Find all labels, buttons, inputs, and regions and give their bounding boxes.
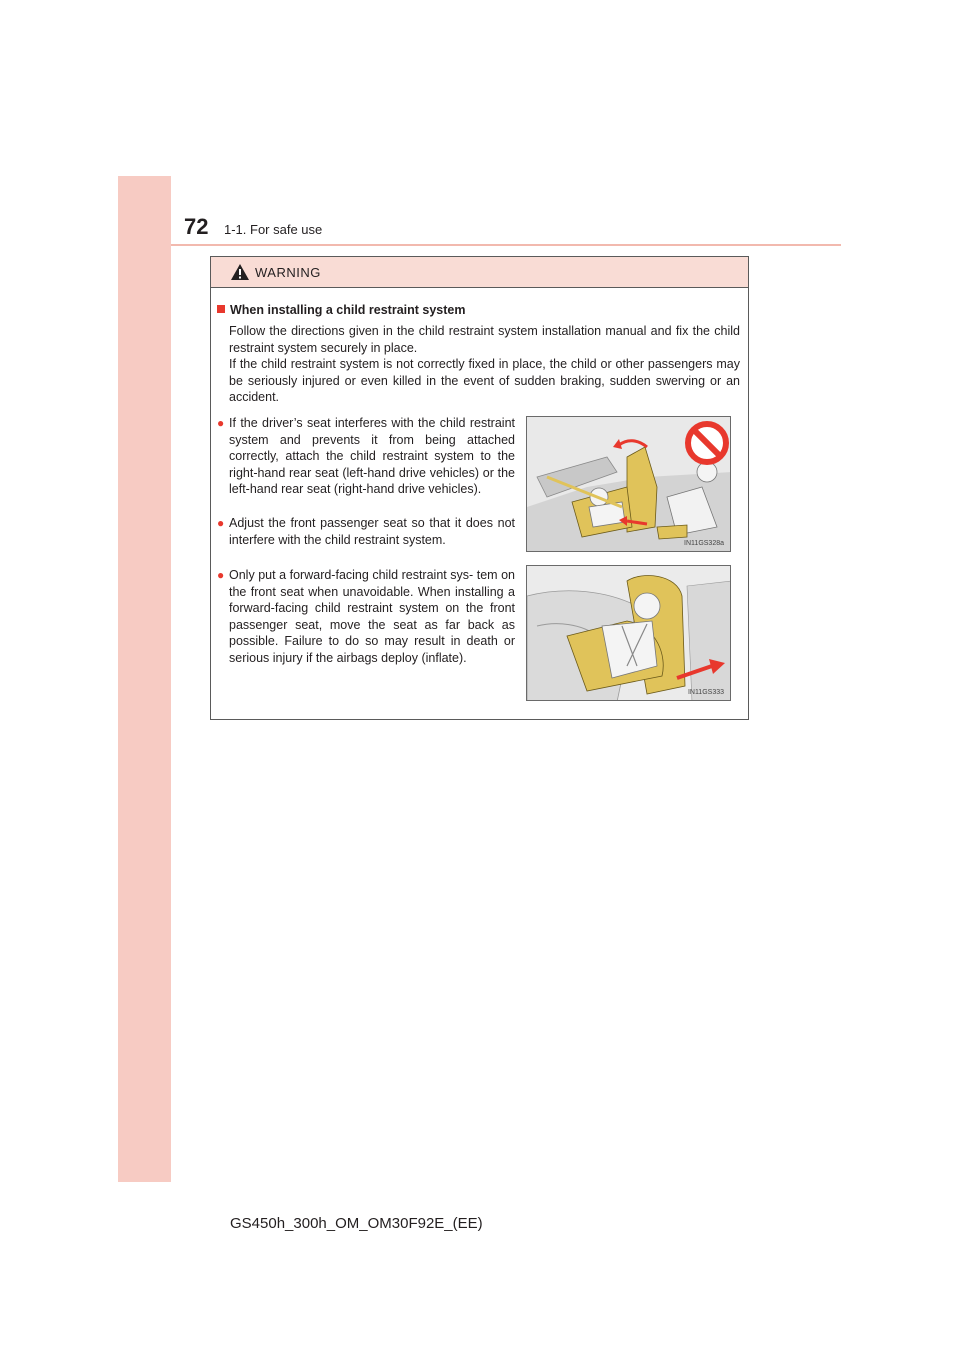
warning-header — [211, 257, 748, 288]
page-number: 72 — [184, 214, 209, 239]
bullet-text: Only put a forward-facing child restraint sys- tem on the front seat when unavoidable. When installing a forward-facing child restraint system on the front passenger seat, move the seat as far back as possible. Failure to do so may result in death or serious injury if the airbags deploy (inflate). — [229, 568, 515, 665]
bullet-item — [217, 567, 515, 666]
bullet-dot-icon: ● — [217, 416, 225, 430]
bullet-text: Adjust the front passenger seat so that it does not interfere with the child restraint system. — [229, 516, 515, 547]
bullet-text: If the driver’s seat interferes with the child restraint system and prevents it from being attached correctly, attach the child restraint system to the right-hand rear seat (left-hand drive vehicles) or the left-hand rear seat (right-hand drive vehicles). — [229, 416, 515, 496]
warning-heading — [217, 303, 465, 317]
figure-code: IN11GS333 — [687, 689, 724, 696]
footer-code: GS450h_300h_OM_OM30F92E_(EE) — [230, 1215, 483, 1232]
section-title: 1-1. For safe use — [224, 222, 323, 237]
header-rule — [171, 244, 841, 246]
prohibited-icon — [688, 424, 726, 462]
warning-box — [210, 256, 749, 720]
warning-paragraph-1: Follow the directions given in the child restraint system installation manual and fix the child restraint system securely in place. — [229, 324, 740, 355]
figure-code: IN11GS328a — [684, 540, 724, 547]
warning-title: WARNING — [255, 265, 321, 280]
warning-triangle-icon — [231, 264, 249, 280]
front-seat-illustration — [527, 566, 731, 701]
bullet-dot-icon: ● — [217, 516, 225, 530]
warning-paragraph-2: If the child restraint system is not correctly fixed in place, the child or other passengers may be seriously injured or even killed in the event of sudden braking, sudden swerving or an accident. — [229, 357, 740, 404]
figure-front-seat-child-seat — [526, 565, 731, 701]
warning-heading-text: When installing a child restraint system — [230, 303, 466, 317]
square-bullet-icon — [217, 305, 225, 313]
bullet-item — [217, 515, 515, 548]
figure-rear-seat-interference — [526, 416, 731, 552]
side-band — [118, 176, 171, 1182]
rear-seat-illustration — [527, 417, 731, 552]
bullet-dot-icon: ● — [217, 568, 225, 582]
bullet-item — [217, 415, 515, 498]
